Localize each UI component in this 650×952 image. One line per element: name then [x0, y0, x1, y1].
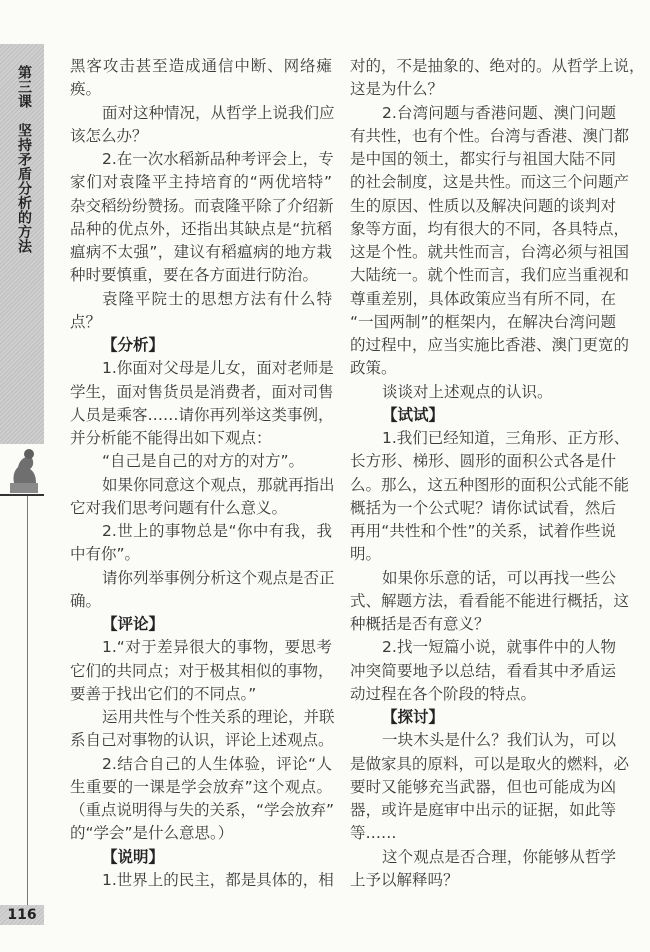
text-line: 生重要的一课是学会放弃”这个观点。 [70, 777, 332, 796]
text-line: 动过程在各个阶段的特点。 [350, 684, 537, 703]
text-line: 2.结合自己的人生体验，评论“人 [102, 754, 332, 773]
text-line: 1.我们已经知道，三角形、正方形、 [382, 429, 630, 447]
text-line: 一块木头是什么？我们认为，可以 [382, 731, 616, 750]
text-line: 面对这种情况，从哲学上说我们应 [102, 103, 335, 122]
text-line: 2.台湾问题与香港问题、澳门问题 [382, 103, 616, 122]
section-heading: 【探讨】 [382, 708, 445, 726]
text-line: 该怎么办？ [70, 126, 148, 145]
text-line: 这是为什么？ [350, 80, 444, 99]
text-line: 系自己对事物的认识，评论上述观点。 [70, 731, 334, 750]
text-line: 确。 [70, 591, 102, 610]
section-heading: 【分析】 [102, 336, 165, 354]
text-line: 尊重差别，具体政策应当有所不同，在 [350, 289, 616, 308]
text-line: 袁隆平院士的思想方法有什么特 [102, 289, 332, 308]
right-text-column [350, 55, 645, 892]
text-line: 对的，不是抽象的、绝对的。从哲学上说， [350, 57, 645, 75]
text-line: 品种的优点外，还指出其缺点是“抗稻 [70, 219, 332, 238]
text-line: 如果你乐意的话，可以再找一些公 [382, 568, 616, 587]
text-line: 1.“对于差异很大的事物，要思考 [102, 638, 332, 657]
text-line: 中有你”。 [70, 545, 141, 564]
text-line: 器，或许是庭审中出示的证据，如此等 [350, 801, 616, 819]
text-line: 大陆统一。就个性而言，我们应当重视和 [350, 266, 630, 285]
section-heading: 【评论】 [102, 615, 165, 633]
divider-vertical [27, 496, 28, 906]
text-line: 运用共性与个性关系的理论，并联 [102, 708, 335, 726]
text-line: 式、解题方法，看看能不能进行概括，这 [350, 591, 630, 610]
text-line: 2.在一次水稻新品种考评会上，专 [102, 150, 334, 168]
chapter-title: 第三课 坚持矛盾分析的方法 [16, 65, 32, 254]
text-line: 概括为一个公式呢？请你试试看，然后 [350, 498, 616, 517]
text-line: 2.世上的事物总是“你中有我，我 [102, 522, 332, 540]
text-line: 是中国的领土，都实行与祖国大陆不同 [350, 150, 616, 168]
text-line: 如果你同意这个观点，那就再指出 [102, 475, 335, 494]
page-number: 116 [0, 905, 44, 925]
text-line: 它们的共同点；对于极其相似的事物， [70, 661, 334, 680]
text-line: 要时又能够充当武器，但也可能成为凶 [350, 777, 616, 796]
divider-horizontal [0, 494, 44, 496]
text-line: 黑客攻击甚至造成通信中断、网络瘫 [70, 57, 332, 75]
text-line: 上予以解释吗？ [350, 870, 459, 889]
text-line: 2.找一短篇小说，就事件中的人物 [382, 638, 616, 657]
text-line: 是做家具的原料，可以是取火的燃料，必 [350, 754, 630, 773]
text-line: 并分析能不能得出如下观点： [70, 429, 272, 447]
text-line: 政策。 [350, 359, 397, 378]
text-line: 谈谈对上述观点的认识。 [382, 382, 553, 401]
thinker-statue-icon [6, 445, 42, 493]
text-line: 长方形、梯形、圆形的面积公式各是什 [350, 452, 616, 471]
text-line: 的过程中，应当实施比香港、澳门更宽的 [350, 336, 630, 354]
text-line: 冲突简要地予以总结，看看其中矛盾运 [350, 661, 616, 680]
text-line: 人员是乘客……请你再列举这类事例， [70, 405, 334, 424]
text-line: 生的原因、性质以及解决问题的谈判对 [350, 196, 616, 215]
text-line: 这是个性。就共性而言，台湾必须与祖国 [350, 243, 630, 261]
text-line: “自己是自己的对方的对方”。 [102, 452, 305, 471]
text-line: 的社会制度，这是共性。而这三个问题产 [350, 173, 630, 192]
text-line: “一国两制”的框架内，在解决台湾问题 [350, 312, 616, 331]
text-line: 瘟病不太强”，建议有稻瘟病的地方栽 [70, 243, 332, 261]
text-line: 种时要慎重，要在各方面进行防治。 [70, 266, 319, 285]
text-line: 种概括是否有意义？ [350, 615, 490, 633]
text-line: 杂交稻纷纷赞扬。而袁隆平除了介绍新 [70, 196, 334, 215]
text-line: 学生，面对售货员是消费者，面对司售 [70, 382, 334, 401]
section-heading: 【试试】 [382, 405, 445, 424]
left-text-column [70, 55, 335, 892]
text-line: 要善于找出它们的不同点。” [70, 684, 257, 703]
text-line: （重点说明得与失的关系，“学会放弃” [70, 801, 335, 819]
text-line: 家们对袁隆平主持培育的“两优培特” [70, 173, 332, 192]
text-line: 它对我们思考问题有什么意义。 [70, 498, 288, 517]
text-line: 这个观点是否合理，你能够从哲学 [382, 847, 616, 866]
text-line: 点？ [70, 312, 102, 331]
text-line: 象等方面，均有很大的不同，各具特点， [350, 219, 630, 238]
section-heading: 【说明】 [102, 847, 165, 866]
text-line: 痪。 [70, 80, 102, 99]
text-line: 等…… [350, 824, 397, 843]
text-line: 请你列举事例分析这个观点是否正 [102, 568, 335, 587]
text-line: 再用“共性和个性”的关系，试着作些说 [350, 522, 616, 540]
text-line: 1.世界上的民主，都是具体的，相 [102, 870, 334, 889]
text-line: 么。那么，这五种图形的面积公式能不能 [350, 475, 630, 494]
text-line: 有共性，也有个性。台湾与香港、澳门都 [350, 126, 630, 145]
text-line: 的“学会”是什么意思。） [70, 824, 234, 843]
text-line: 1.你面对父母是儿女，面对老师是 [102, 359, 334, 378]
text-line: 明。 [350, 545, 382, 564]
